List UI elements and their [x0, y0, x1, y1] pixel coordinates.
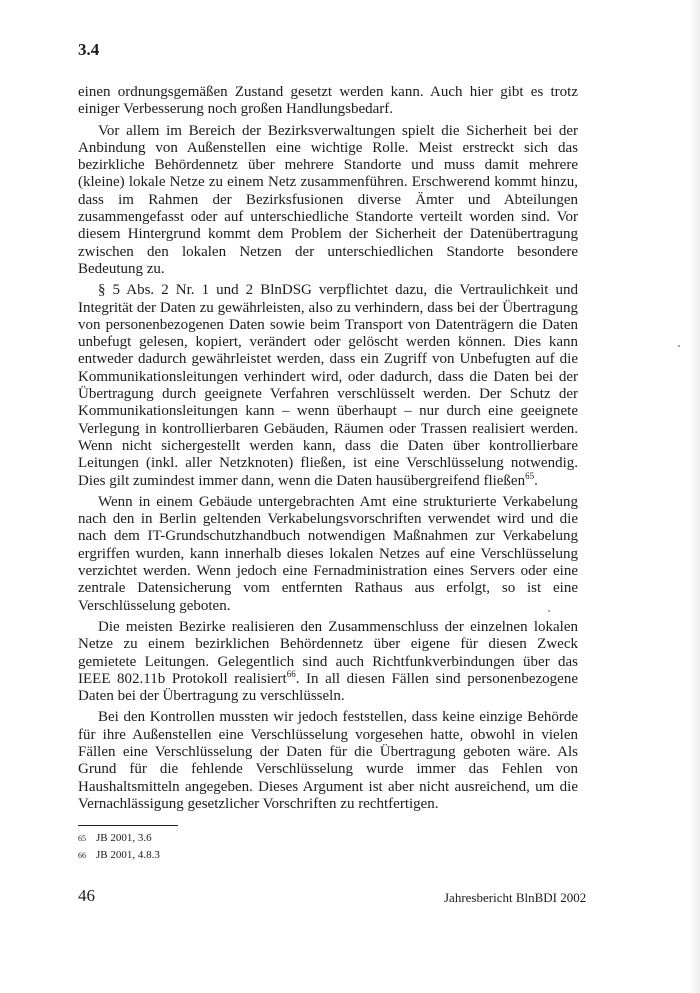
scan-speck	[678, 345, 680, 347]
paragraph	[78, 619, 578, 705]
section-number: 3.4	[78, 40, 100, 59]
footnote-reference: 66	[286, 668, 296, 679]
paragraph	[78, 84, 578, 119]
running-footer-title: Jahresbericht BlnBDI 2002	[444, 890, 587, 905]
paragraph	[78, 282, 578, 490]
footnote-number: 65	[78, 834, 86, 843]
paragraph-text: Wenn in einem Gebäude untergebrachten Amt eine strukturierte Verkabelung nach den in Berlin geltenden Verkabelungsvorschriften verwendet wird und die nach dem IT-Grundschutzhandbuch notwendigen Maßnahmen zur Verkabelung ergriffen wurden, kann innerhalb dieses lokalen Netzes auf eine Verschlüsselung verzichtet werden. Wenn jedoch eine Fernadministration eines Servers oder eine zentrale Datensicherung vom entfernten Rathaus aus erfolgt, so ist eine Verschlüsselung geboten.	[78, 493, 578, 614]
paragraph-text: § 5 Abs. 2 Nr. 1 und 2 BlnDSG verpflichtet dazu, die Vertraulichkeit und Integrität der Daten zu gewährleisten, also zu verhindern, dass bei der Übertragung von personenbezogenen Daten sowie beim Transport von Datenträgern die Daten unbefugt gelesen, kopiert, verändert oder gelöscht werden können. Dies kann entweder dadurch gewährleistet werden, dass ein Zugriff von Unbefugten auf die Kommunikationsleitungen verhindert wird, oder dadurch, dass die Daten bei der Übertragung durch geeignete Verfahren verschlüsselt werden. Der Schutz der Kommunikationsleitungen kann – wenn überhaupt – nur durch eine geeignete Verlegung in kontrollierbaren Gebäuden, Räumen oder Trassen realisiert werden. Wenn nicht sichergestellt werden kann, dass die Daten über kontrollierbare Leitungen (inkl. aller Netzknoten) fließen, ist eine Verschlüsselung notwendig. Dies gilt zumindest immer dann, wenn die Daten hausübergreifend fließen	[78, 282, 578, 489]
paragraph	[78, 709, 578, 813]
scan-speck	[548, 610, 550, 612]
footnote	[78, 847, 160, 864]
footnote	[78, 830, 160, 847]
paragraph-text: Die meisten Bezirke realisieren den Zusammenschluss der einzelnen lokalen Netze zu einem bezirklichen Behördennetz über eigene für diesen Zweck gemietete Leitungen. Gelegentlich sind auch Richtfunkverbindungen über das IEEE 802.11b Protokoll realisiert	[78, 618, 578, 687]
footnote-text: JB 2001, 3.6	[96, 832, 152, 844]
paragraph	[78, 123, 578, 279]
paragraph-text: . In all diesen Fällen sind personenbezogene Daten bei der Übertragung zu verschlüsseln.	[78, 670, 578, 705]
page-edge-shadow	[688, 0, 700, 993]
paragraph-text: Bei den Kontrollen mussten wir jedoch feststellen, dass keine einzige Behörde für ihre Außenstellen eine Verschlüsselung vorgesehen hatte, obwohl in vielen Fällen eine Verschlüsselung der Daten für die Übertragung geboten wäre. Als Grund für die fehlende Verschlüsselung wurde immer das Fehlen von Haushaltsmitteln angegeben. Dieses Argument ist aber nicht ausreichend, um die Vernachlässigung gesetzlicher Vorschriften zu rechtfertigen.	[78, 709, 578, 812]
footnote-reference: 65	[525, 470, 535, 481]
footnote-separator	[78, 825, 178, 826]
page-number: 46	[78, 886, 95, 905]
footnotes	[78, 830, 160, 864]
paragraph-text: einen ordnungsgemäßen Zustand gesetzt werden kann. Auch hier gibt es trotz einiger Verbesserung noch großen Handlungsbedarf.	[78, 84, 578, 118]
footnote-number: 66	[78, 851, 86, 860]
paragraph-text: .	[534, 472, 538, 489]
paragraph	[78, 494, 578, 615]
body-text	[78, 84, 578, 817]
paragraph-text: Vor allem im Bereich der Bezirksverwaltungen spielt die Sicherheit bei der Anbindung von Außenstellen eine wichtige Rolle. Meist erstreckt sich das bezirkliche Behördennetz über mehrere Standorte und muss damit mehrere (kleine) lokale Netze zu einem Netz zusammenführen. Erschwerend kommt hinzu, dass im Rahmen der Bezirksfusionen diverse Ämter und Abteilungen zusammengefasst oder auf unterschiedliche Standorte verteilt worden sind. Vor diesem Hintergrund kommt dem Problem der Sicherheit der Datenübertragung zwischen den lokalen Netzen der unterschiedlichen Standorte besondere Bedeutung zu.	[78, 122, 578, 277]
footnote-text: JB 2001, 4.8.3	[96, 849, 160, 861]
